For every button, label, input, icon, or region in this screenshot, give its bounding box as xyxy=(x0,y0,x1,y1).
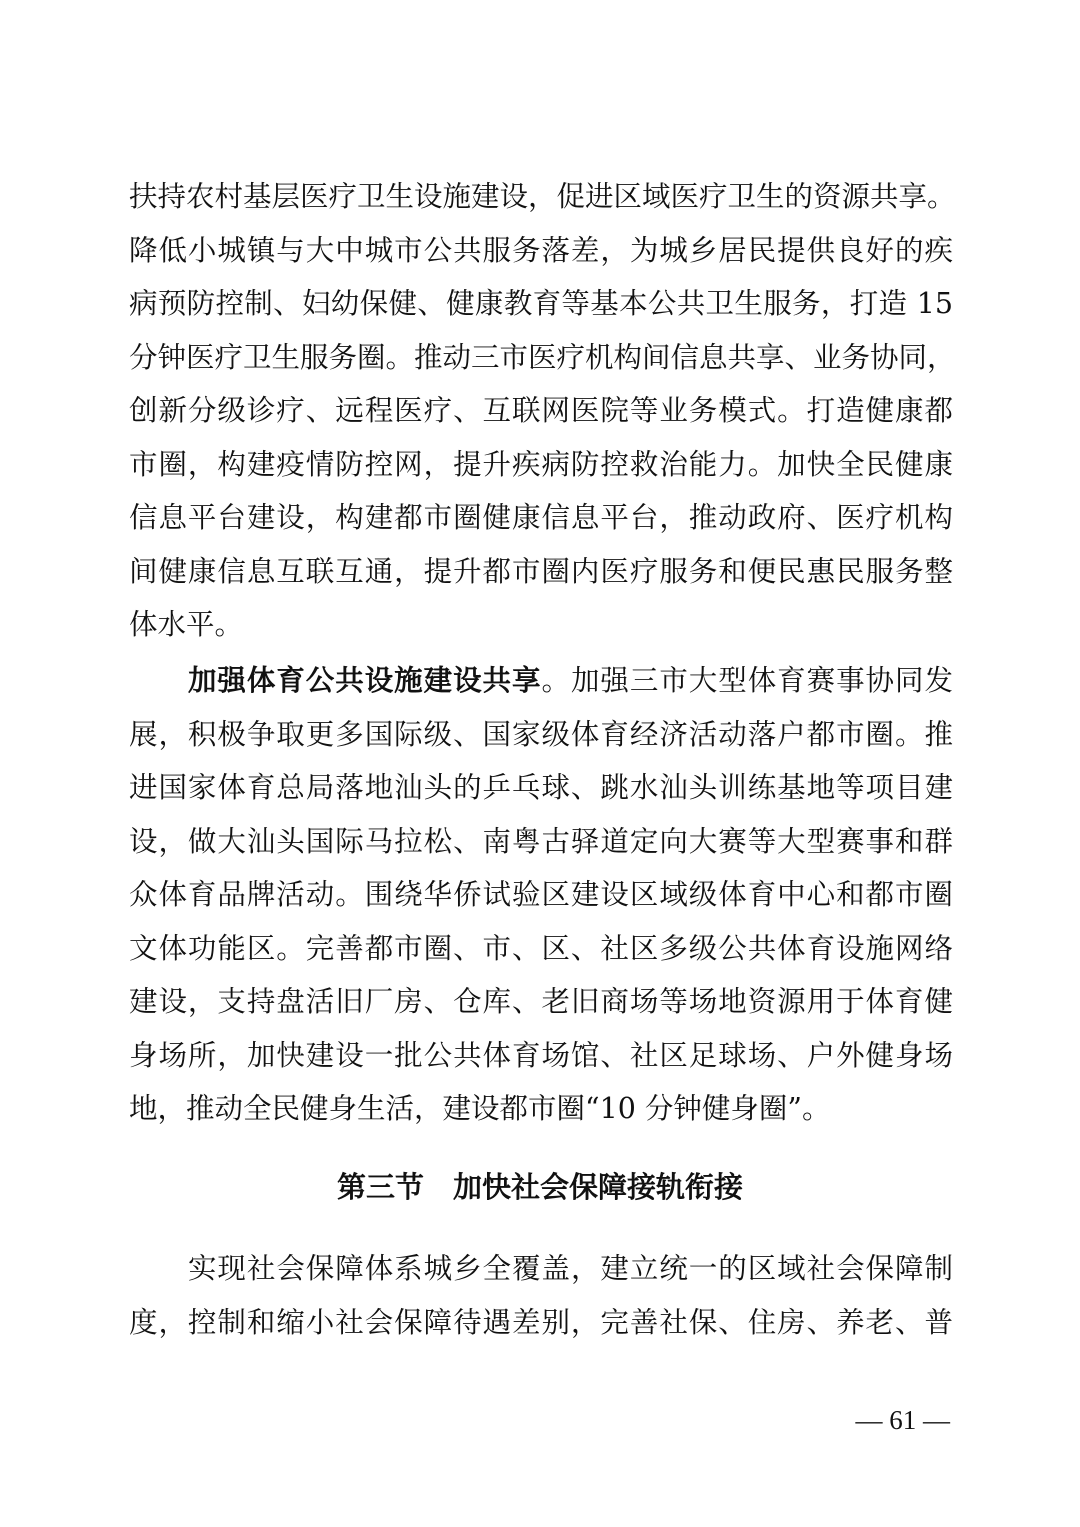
section-heading: 第三节 加快社会保障接轨衔接 xyxy=(336,1170,743,1204)
text-line: 建设，支持盘活旧厂房、仓库、老旧商场等场地资源用于体育健 xyxy=(129,985,953,1018)
text-line-first xyxy=(129,1242,953,1296)
text-line: 扶持农村基层医疗卫生设施建设，促进区域医疗卫生的资源共享。 xyxy=(129,180,956,213)
text-line: 身场所，加快建设一批公共体育场馆、社区足球场、户外健身场 xyxy=(129,1038,953,1072)
page-number: — 61 — xyxy=(855,1405,950,1435)
paragraph-lead-rest: 。加强三市大型体育赛事协同发 xyxy=(541,664,953,697)
text-line: 间健康信息互联互通，提升都市圈内医疗服务和便民惠民服务整 xyxy=(129,554,953,588)
text-line: 地，推动全民健身生活，建设都市圈“10 分钟健身圈”。 xyxy=(129,1092,831,1125)
text-line-first xyxy=(129,654,953,708)
text-line: 进国家体育总局落地汕头的乒乓球、跳水汕头训练基地等项目建 xyxy=(129,771,953,804)
text-line: 度，控制和缩小社会保障待遇差别，完善社保、住房、养老、普 xyxy=(129,1305,953,1339)
text-line: 病预防控制、妇幼保健、健康教育等基本公共卫生服务，打造 15 xyxy=(129,287,953,320)
body-paragraph-healthcare xyxy=(129,170,956,652)
text-line: 分钟医疗卫生服务圈。推动三市医疗机构间信息共享、业务协同， xyxy=(129,340,956,374)
paragraph-lead-bold: 加强体育公共设施建设共享 xyxy=(187,663,542,697)
text-line: 降低小城镇与大中城市公共服务落差，为城乡居民提供良好的疾 xyxy=(129,233,953,267)
text-line: 体水平。 xyxy=(129,608,244,641)
text-line: 众体育品牌活动。围绕华侨试验区建设区域级体育中心和都市圈 xyxy=(129,878,953,911)
text-line: 文体功能区。完善都市圈、市、区、社区多级公共体育设施网络 xyxy=(129,931,953,965)
body-paragraph-social-security xyxy=(129,1242,953,1349)
text-line: 信息平台建设，构建都市圈健康信息平台，推动政府、医疗机构 xyxy=(129,501,953,534)
text-line: 展，积极争取更多国际级、国家级体育经济活动落户都市圈。推 xyxy=(129,717,953,751)
body-paragraph-sports xyxy=(129,654,953,1136)
text-line: 设，做大汕头国际马拉松、南粤古驿道定向大赛等大型赛事和群 xyxy=(129,824,953,858)
text-line: 创新分级诊疗、远程医疗、互联网医院等业务模式。打造健康都 xyxy=(129,394,953,427)
paragraph-first-line-text: 实现社会保障体系城乡全覆盖，建立统一的区域社会保障制 xyxy=(187,1252,953,1285)
text-line: 市圈，构建疫情防控网，提升疾病防控救治能力。加快全民健康 xyxy=(129,447,953,481)
